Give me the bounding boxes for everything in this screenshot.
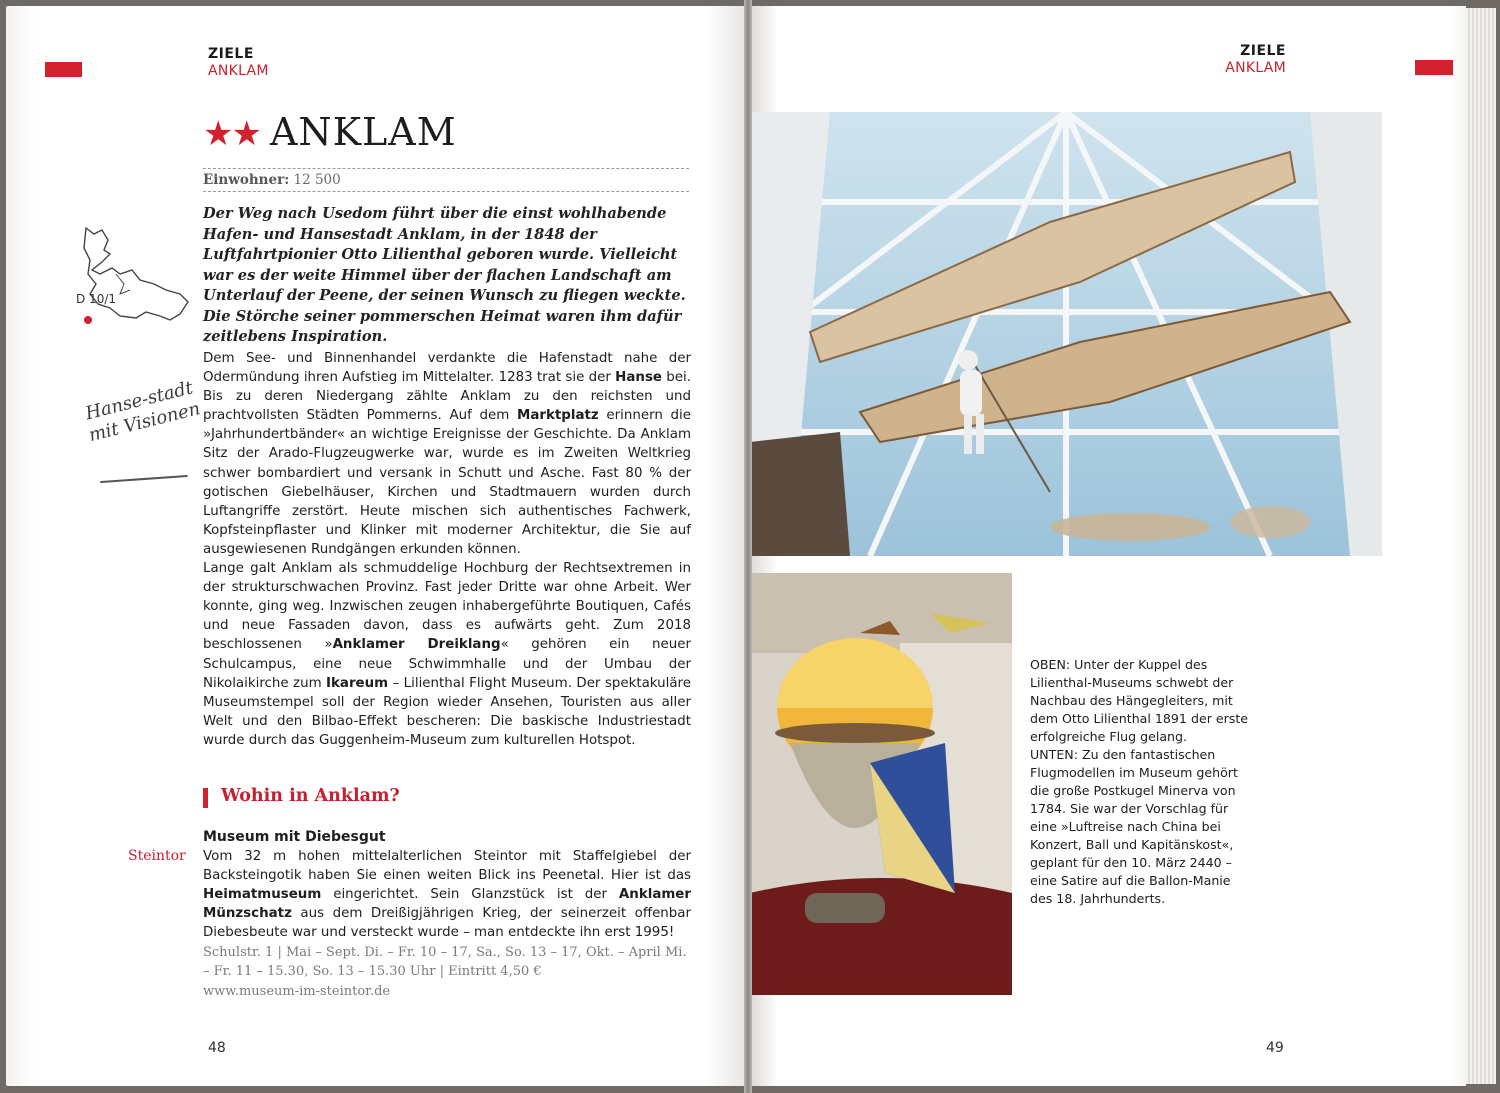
map-reference: D 10/1 [76, 292, 117, 306]
rating-stars-icon: ★★ [203, 114, 260, 154]
entry-info: Schulstr. 1 | Mai – Sept. Di. – Fr. 10 – 17, Sa., So. 13 – 17, Okt. – April Mi. – Fr. 11 – 15.30, So. 13 – 15.30 Uhr | Eintritt 4,50 € [203, 944, 687, 980]
right-page-number: 49 [1266, 1040, 1284, 1056]
caption-top: OBEN: Unter der Kuppel des Lilienthal-Museums schwebt der Nachbau des Hängegleiters, mit dem Otto Lilienthal 1891 der erste erfolgreiche Flug gelang. [1030, 657, 1249, 744]
photo-minerva-balloon [750, 573, 1012, 995]
body-paragraph-2 [203, 559, 691, 750]
runner-section: ZIELE [208, 46, 254, 62]
text-span: Lange galt Anklam als schmuddelige Hochburg der Rechtsextremen in der strukturschwachen Provinz. Fast jeder Dritte war ohne Arbeit. Wer konnte, ging weg. Inzwischen zeugen inhabergeführte Boutiquen, Cafés und neue Fassaden davon, dass es aufwärts geht. Zum 2018 beschlossenen » [203, 561, 691, 653]
runner-section: ZIELE [1240, 43, 1286, 59]
facts-bar [203, 168, 689, 192]
bold-term-marktplatz: Marktplatz [517, 408, 599, 424]
facts-value: 12 500 [293, 172, 341, 188]
text-span: aus dem Dreißigjährigen Krieg, der seinerzeit offenbar Diebesbeute war und versteckt wurde – man entdeckte ihn erst 1995! [203, 906, 691, 941]
facts-label: Einwohner: [203, 172, 290, 188]
section-subhead: Wohin in Anklam? [203, 786, 400, 806]
runner-subsection: ANKLAM [208, 63, 269, 79]
margin-note: Hanse-stadt mit Visionen [83, 377, 203, 447]
page-edges [1466, 8, 1496, 1084]
map-location-marker [84, 316, 92, 324]
bold-term-dreiklang: Anklamer Dreiklang [332, 637, 501, 653]
text-span: Vom 32 m hohen mittelalterlichen Steintor mit Staffelgiebel der Backsteingotik haben Sie einen weiten Blick ins Peenetal. Hier ist das [203, 849, 691, 884]
bold-term-ikareum: Ikareum [326, 675, 389, 691]
text-span: bei. Bis zu deren Niedergang zählte Anklam zu den reichsten und prachtvollsten Städten Pommerns. Auf dem [203, 370, 691, 424]
book-spine [744, 0, 752, 1093]
glider-dome-illustration [750, 112, 1382, 556]
body-paragraph-1 [203, 349, 691, 559]
bold-term-hanse: Hanse [615, 370, 662, 386]
right-red-tab [1415, 60, 1453, 75]
left-red-tab [45, 62, 82, 77]
entry-heading: Museum mit Diebesgut [203, 829, 386, 845]
left-running-head [208, 46, 269, 80]
body-text [203, 349, 691, 750]
intro-paragraph: Der Weg nach Usedom führt über die einst wohlhabende Hafen- und Hansestadt Anklam, in der 1848 der Luftfahrtpionier Otto Lilienthal geboren wurde. Vielleicht war es der weite Himmel über der flachen Landschaft am Unterlauf der Peene, der seinen Wunsch zu fliegen weckte. Die Störche seiner pommerschen Heimat waren ihm dafür zeitlebens Inspiration. [203, 205, 686, 345]
text-span: – Lilienthal Flight Museum. Der spektakuläre Museumstempel soll der Region wieder Ansehen, Touristen aus aller Welt und den Bilbao-Effekt bescheren: Die baskische Industriestadt wurde durch das Guggenheim-Museum zum kulturellen Hotspot. [203, 675, 691, 748]
bold-term-muenzschatz: Anklamer Münzschatz [203, 887, 691, 922]
title-text: ANKLAM [269, 110, 457, 154]
page-title [203, 110, 457, 154]
caption-bottom: UNTEN: Zu den fantastischen Flugmodellen im Museum gehört die große Postkugel Minerva von 1784. Sie war der Vorschlag für eine »Luftreise nach China bei Konzert, Ball und Kapitänskost«, geplant für den 10. März 2440 – eine Satire auf die Ballon-Manie des 18. Jahrhunderts. [1030, 747, 1238, 906]
runner-subsection: ANKLAM [1225, 60, 1286, 76]
photo-caption [1030, 656, 1252, 908]
bold-term-heimatmuseum: Heimatmuseum [203, 887, 322, 903]
museum-entry [203, 828, 691, 1001]
text-span: « gehören ein neuer Schulcampus, eine neue Schwimmhalle und der Umbau der Nikolaikirche zum [203, 637, 691, 691]
photo-glider-under-dome [750, 112, 1382, 556]
entry-url[interactable]: www.museum-im-steintor.de [203, 983, 391, 999]
locator-map-icon [80, 224, 192, 334]
text-span: Dem See- und Binnenhandel verdankte die Hafenstadt nahe der Odermündung ihren Aufstieg im Mittelalter. 1283 trat sie der [203, 351, 691, 386]
minerva-balloon-illustration [750, 573, 1012, 995]
left-page-number: 48 [208, 1040, 226, 1056]
entry-margin-label: Steintor [128, 848, 186, 864]
text-span: erinnern die »Jahrhundertbänder« an wichtige Ereignisse der Geschichte. Da Anklam Sitz der Arado-Flugzeugwerke war, wurde es im Zweiten Weltkrieg schwer bombardiert und versank in Schutt und Asche. Fast 80 % der gotischen Giebelhäuser, Kirchen und Stadtmauern wurden durch Luftangriffe zerstört. Heute mischen sich authentisches Fachwerk, Kopfsteinpflaster und Klinker mit moderner Architektur, die Sie auf ausgewiesenen Rundgängen erkunden können. [203, 408, 691, 557]
text-span: eingerichtet. Sein Glanzstück ist der [321, 887, 619, 903]
entry-text [203, 847, 691, 942]
right-running-head [1212, 43, 1286, 77]
